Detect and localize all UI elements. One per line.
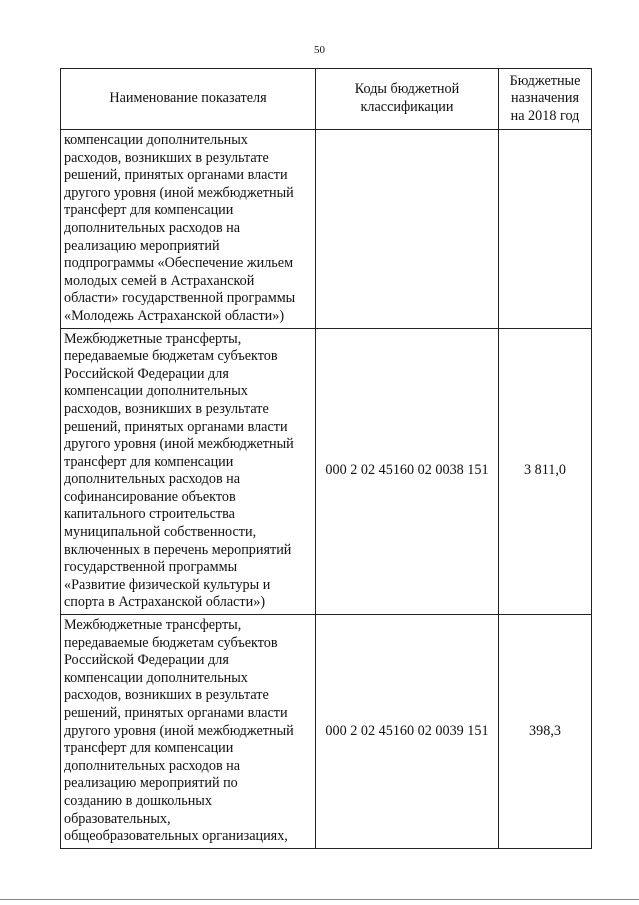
indicator-name-line: трансферт для компенсации <box>64 740 234 757</box>
table-row <box>61 130 592 329</box>
budget-code-cell <box>316 130 499 329</box>
indicator-name-line: «Развитие физической культуры и <box>64 576 271 593</box>
indicator-name-line: компенсации дополнительных <box>64 669 248 686</box>
indicator-name-line: передаваемые бюджетам субъектов <box>64 634 278 651</box>
budget-code-cell: 000 2 02 45160 02 0039 151 <box>316 615 499 849</box>
indicator-name-line: области» государственной программы <box>64 290 296 307</box>
header-allocation-line: назначения <box>511 90 579 107</box>
indicator-name-line: трансферт для компенсации <box>64 453 234 470</box>
indicator-name-line: реализацию мероприятий <box>64 237 220 254</box>
indicator-name-line: созданию в дошкольных <box>64 792 212 809</box>
indicator-name-line: образовательных, <box>64 810 171 827</box>
indicator-name-line: муниципальной собственности, <box>64 524 257 541</box>
indicator-name-line: другого уровня (иной межбюджетный <box>64 184 294 201</box>
budget-code-cell: 000 2 02 45160 02 0038 151 <box>316 328 499 615</box>
table-row <box>61 328 592 615</box>
indicator-name-line: молодых семей в Астраханской <box>64 272 255 289</box>
indicator-name-line: спорта в Астраханской области») <box>64 594 266 611</box>
budget-table <box>60 68 592 849</box>
indicator-name-line: решений, принятых органами власти <box>64 418 288 435</box>
indicator-name-line: трансферт для компенсации <box>64 202 234 219</box>
indicator-name-line: расходов, возникших в результате <box>64 400 269 417</box>
indicator-name-line: дополнительных расходов на <box>64 219 241 236</box>
indicator-name-line: расходов, возникших в результате <box>64 687 269 704</box>
indicator-name-cell <box>61 130 316 329</box>
indicator-name-line: подпрограммы «Обеспечение жильем <box>64 255 294 272</box>
indicator-name-line: дополнительных расходов на <box>64 757 241 774</box>
indicator-name-line: решений, принятых органами власти <box>64 167 288 184</box>
indicator-name-line: компенсации дополнительных <box>64 383 248 400</box>
table-row <box>61 615 592 849</box>
header-budget-allocation <box>499 69 592 130</box>
indicator-name-line: компенсации дополнительных <box>64 132 248 148</box>
indicator-name-line: Межбюджетные трансферты, <box>64 330 242 347</box>
header-codes-line: классификации <box>360 99 454 115</box>
indicator-name-cell <box>61 328 316 615</box>
indicator-name-line: Российской Федерации для <box>64 652 229 669</box>
indicator-name-line: «Молодежь Астраханской области») <box>64 307 285 324</box>
table-header-row <box>61 69 592 130</box>
budget-allocation-cell <box>499 130 592 329</box>
indicator-name-line: Российской Федерации для <box>64 365 229 382</box>
indicator-name-line: включенных в перечень мероприятий <box>64 541 292 558</box>
indicator-name-line: государственной программы <box>64 559 238 576</box>
indicator-name-line: передаваемые бюджетам субъектов <box>64 348 278 365</box>
indicator-name-line: расходов, возникших в результате <box>64 149 269 166</box>
header-indicator-name <box>61 69 316 130</box>
header-allocation-line: Бюджетные <box>509 72 581 89</box>
indicator-name-cell <box>61 615 316 849</box>
budget-allocation-cell: 3 811,0 <box>499 328 592 615</box>
indicator-name-line: другого уровня (иной межбюджетный <box>64 722 294 739</box>
indicator-name-line: реализацию мероприятий по <box>64 775 238 792</box>
header-codes-line: Коды бюджетной <box>354 81 460 98</box>
page-number: 50 <box>314 44 325 56</box>
header-indicator-name-text: Наименование показателя <box>109 90 267 107</box>
header-allocation-line: на 2018 год <box>510 107 580 124</box>
indicator-name-line: софинансирование объектов <box>64 488 236 505</box>
indicator-name-line: другого уровня (иной межбюджетный <box>64 436 294 453</box>
indicator-name-line: решений, принятых органами власти <box>64 705 288 721</box>
header-budget-codes <box>316 69 499 130</box>
table-body <box>61 130 592 849</box>
indicator-name-line: дополнительных расходов на <box>64 471 241 488</box>
scan-bottom-edge <box>0 899 639 900</box>
indicator-name-line: капитального строительства <box>64 506 235 523</box>
budget-allocation-cell: 398,3 <box>499 615 592 849</box>
indicator-name-line: Межбюджетные трансферты, <box>64 617 242 634</box>
indicator-name-line: общеобразовательных организациях, <box>64 828 288 845</box>
